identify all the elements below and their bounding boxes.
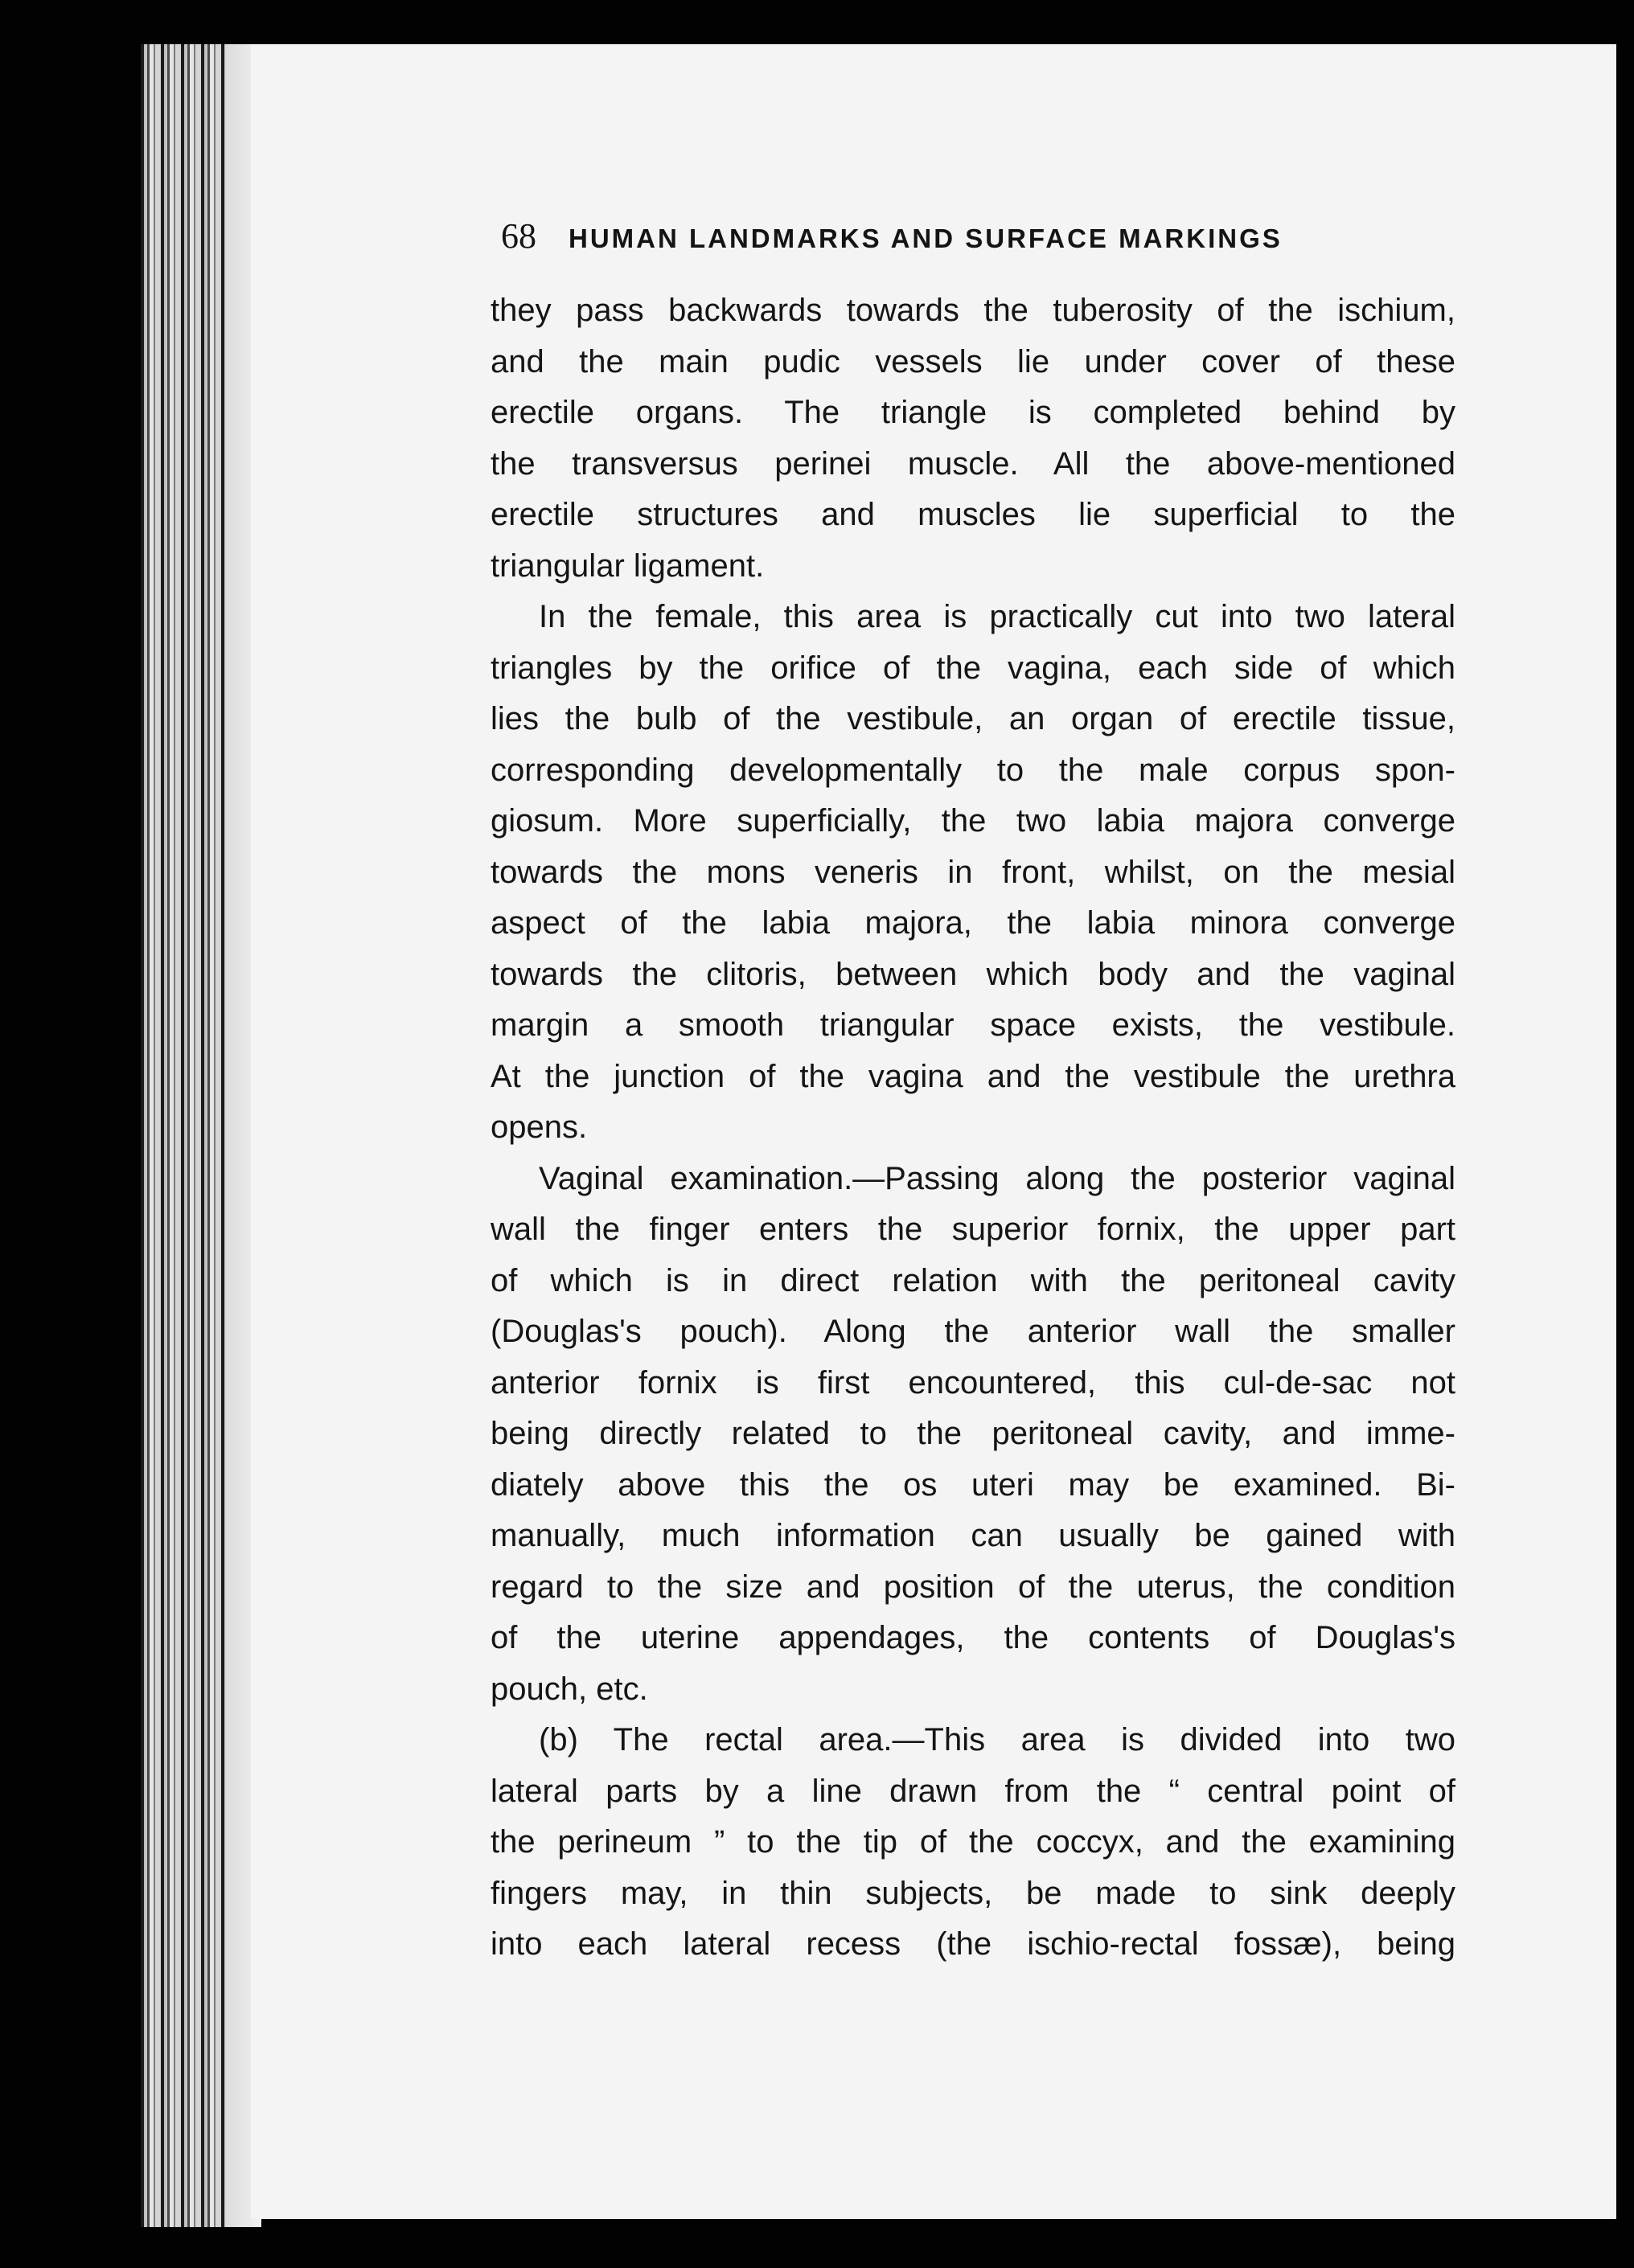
text-line: triangles by the orifice of the vagina, each side of which bbox=[491, 650, 1455, 686]
text-line: opens. bbox=[491, 1109, 588, 1145]
text-line: of the uterine appendages, the contents of Douglas's bbox=[491, 1620, 1455, 1655]
text-line: Vaginal examination.—Passing along the posterior vaginal bbox=[539, 1160, 1455, 1196]
page-number: 68 bbox=[501, 216, 536, 256]
text-line: of which is in direct relation with the peritoneal cavity bbox=[491, 1262, 1455, 1298]
text-line: fingers may, in thin subjects, be made to sink deeply bbox=[491, 1875, 1455, 1911]
text-line: In the female, this area is practically cut into two lateral bbox=[539, 599, 1455, 634]
page-header bbox=[501, 215, 1353, 264]
text-line: wall the finger enters the superior fornix, the upper part bbox=[491, 1212, 1455, 1247]
text-line: (b) The rectal area.—This area is divided into two bbox=[539, 1722, 1455, 1757]
text-line: being directly related to the peritoneal cavity, and imme- bbox=[491, 1416, 1455, 1451]
text-line: diately above this the os uteri may be examined. Bi- bbox=[491, 1466, 1455, 1503]
text-line: they pass backwards towards the tuberosity of the ischium, bbox=[491, 293, 1455, 328]
text-line: corresponding developmentally to the male corpus spon- bbox=[491, 752, 1455, 788]
text-line: towards the clitoris, between which body and the vaginal bbox=[491, 956, 1455, 992]
text-line: erectile structures and muscles lie superficial to the bbox=[491, 497, 1455, 532]
text-line: erectile organs. The triangle is completed behind by bbox=[491, 395, 1455, 430]
text-line: pouch, etc. bbox=[491, 1671, 648, 1707]
text-line: and the main pudic vessels lie under cover of these bbox=[491, 343, 1455, 379]
text-line: triangular ligament. bbox=[491, 548, 765, 584]
text-line: into each lateral recess (the ischio-rectal fossæ), being bbox=[491, 1926, 1455, 1962]
text-line: lateral parts by a line drawn from the “ central point of bbox=[491, 1773, 1455, 1809]
text-line: manually, much information can usually be gained with bbox=[491, 1518, 1455, 1553]
text-line: lies the bulb of the vestibule, an organ of erectile tissue, bbox=[491, 701, 1455, 736]
text-line: margin a smooth triangular space exists, the vestibule. bbox=[491, 1007, 1455, 1043]
book-page-edges bbox=[141, 44, 261, 2227]
text-line: aspect of the labia majora, the labia minora converge bbox=[491, 905, 1455, 941]
running-head: HUMAN LANDMARKS AND SURFACE MARKINGS bbox=[569, 224, 1283, 253]
text-line: regard to the size and position of the uterus, the condition bbox=[491, 1569, 1455, 1605]
text-line: anterior fornix is first encountered, this cul-de-sac not bbox=[491, 1364, 1455, 1401]
body-text bbox=[491, 285, 1455, 1971]
text-line: At the junction of the vagina and the vestibule the urethra bbox=[491, 1058, 1455, 1094]
text-line: the perineum ” to the tip of the coccyx, and the examining bbox=[491, 1824, 1455, 1860]
text-line: towards the mons veneris in front, whilst, on the mesial bbox=[491, 854, 1455, 890]
text-line: the transversus perinei muscle. All the above-mentioned bbox=[491, 445, 1455, 482]
text-line: giosum. More superficially, the two labia majora converge bbox=[491, 803, 1455, 839]
text-line: (Douglas's pouch). Along the anterior wall the smaller bbox=[491, 1314, 1455, 1349]
